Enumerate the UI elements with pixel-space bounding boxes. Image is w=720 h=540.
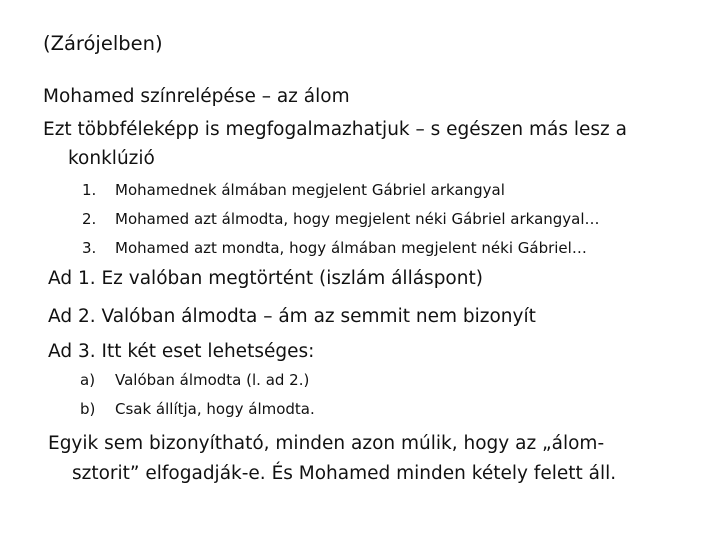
intro-line-2: Ezt többféleképp is megfogalmazhatjuk – s egészen más lesz a: [43, 119, 627, 140]
list-item-text: Mohamed azt álmodta, hogy megjelent néki Gábriel arkangyal…: [115, 210, 600, 228]
ad-line-2: Ad 2. Valóban álmodta – ám az semmit nem bizonyít: [48, 306, 536, 327]
intro-line-3: konklúzió: [68, 148, 155, 169]
slide-title: (Zárójelben): [43, 32, 163, 55]
list-marker: 2.: [82, 210, 97, 228]
ad-line-1: Ad 1. Ez valóban megtörtént (iszlám álláspont): [48, 268, 483, 289]
list-item-text: Csak állítja, hogy álmodta.: [115, 400, 315, 418]
list-marker: a): [80, 371, 96, 389]
ad-line-3: Ad 3. Itt két eset lehetséges:: [48, 341, 315, 362]
conclusion-line-1: Egyik sem bizonyítható, minden azon múlik, hogy az „álom-: [48, 433, 605, 454]
conclusion-line-2: sztorit” elfogadják-e. És Mohamed minden kétely felett áll.: [72, 463, 617, 484]
list-item-text: Valóban álmodta (l. ad 2.): [115, 371, 310, 389]
list-marker: 1.: [82, 181, 97, 199]
list-item-text: Mohamednek álmában megjelent Gábriel arkangyal: [115, 181, 505, 199]
list-marker: b): [80, 400, 96, 418]
list-marker: 3.: [82, 239, 97, 257]
list-item-text: Mohamed azt mondta, hogy álmában megjelent néki Gábriel…: [115, 239, 587, 257]
intro-line-1: Mohamed színrelépése – az álom: [43, 86, 350, 107]
